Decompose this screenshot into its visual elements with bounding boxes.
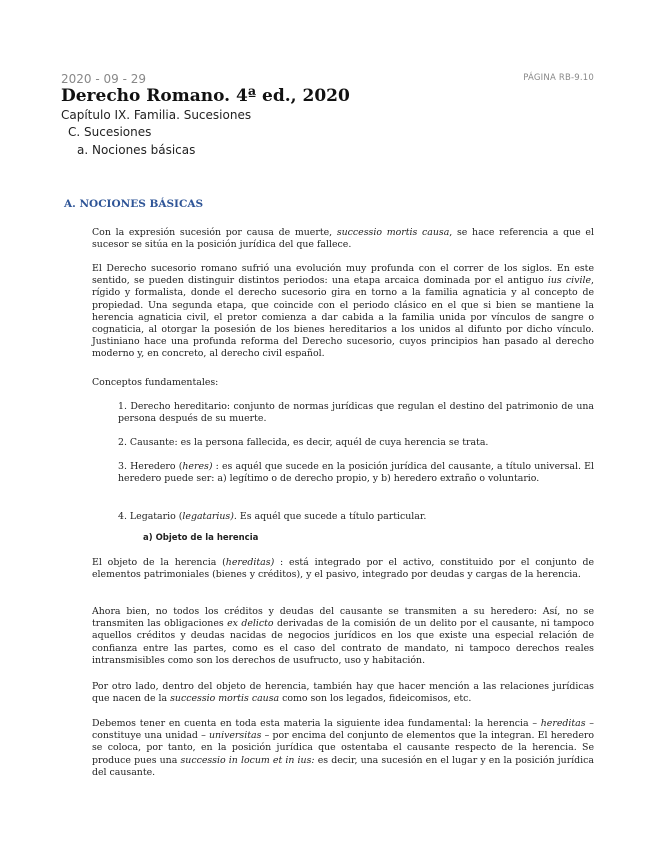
document-title: Derecho Romano. 4ª ed., 2020 <box>61 86 350 106</box>
subheading-objeto: a) Objeto de la herencia <box>143 533 259 543</box>
paragraph-intro: Con la expresión sucesión por causa de muerte, successio mortis causa, se hace referencia a que el sucesor se sitúa en la posición jurídica del que fallece. <box>92 227 594 251</box>
breadcrumb-section: C. Sucesiones <box>68 125 152 139</box>
breadcrumb-subsection: a. Nociones básicas <box>77 143 196 157</box>
list-item: 3. Heredero (heres) : es aquél que sucede en la posición jurídica del causante, a título universal. El heredero puede ser: a) legítimo o de derecho propio, y b) heredero extraño o voluntario. <box>118 461 594 485</box>
list-item: 1. Derecho hereditario: conjunto de normas jurídicas que regulan el destino del patrimonio de una persona después de su muerte. <box>118 401 594 425</box>
paragraph-history: El Derecho sucesorio romano sufrió una evolución muy profunda con el correr de los siglos. En este sentido, se pueden distinguir distintos periodos: una etapa arcaica dominada por el antiguo ius civile, rígido y formalista, donde el derecho sucesorio gira en torno a la familia agnaticia y al concepto de propiedad. Una segunda etapa, que coincide con el periodo clásico en el que si bien se mantiene la herencia agnaticia civil, el pretor comienza a dar cabida a la familia unida por vínculos de sangre o cognaticia, al otorgar la posesión de los bienes hereditarios a los unidos al difunto por dicho vínculo. Justiniano hace una profunda reforma del Derecho sucesorio, cuyos principios han pasado al derecho moderno y, en concreto, al derecho civil español. <box>92 263 595 360</box>
concepts-label: Conceptos fundamentales: <box>92 377 219 388</box>
page-reference: PÁGINA RB-9.10 <box>523 73 594 83</box>
breadcrumb-chapter: Capítulo IX. Familia. Sucesiones <box>61 108 252 122</box>
list-item: 4. Legatario (legatarius). Es aquél que sucede a título particular. <box>118 511 427 522</box>
date-stamp: 2020 - 09 - 29 <box>61 72 146 86</box>
paragraph-unity: Debemos tener en cuenta en toda esta materia la siguiente idea fundamental: la herencia – hereditas – constituye una unidad – universitas – por encima del conjunto de elementos que la integran. El heredero se coloca, por tanto, en la posición jurídica que ostentaba el causante respecto de la herencia. Se produce pues una successio in locum et in ius: es decir, una sucesión en el lugar y en la posición jurídica del causante. <box>92 718 595 778</box>
list-item: 2. Causante: es la persona fallecida, es decir, aquél de cuya herencia se trata. <box>118 437 489 448</box>
paragraph-transmission: Ahora bien, no todos los créditos y deudas del causante se transmiten a su heredero: Así, no se transmiten las obligaciones ex delicto derivadas de la comisión de un delito por el causante, ni tampoco aquellos créditos y deudas nacidas de negocios jurídicos en los que existe una especial relación de confianza entre las partes, como es el caso del contrato de mandato, ni tampoco derechos reales intransmisibles como son los derechos de usufructo, uso y habitación. <box>92 606 594 666</box>
paragraph-relations: Por otro lado, dentro del objeto de herencia, también hay que hacer mención a las relaciones jurídicas que nacen de la successio mortis causa como son los legados, fideicomisos, etc. <box>92 681 594 705</box>
section-heading: A. NOCIONES BÁSICAS <box>64 198 204 210</box>
paragraph-object: El objeto de la herencia (hereditas) : está integrado por el activo, constituido por el conjunto de elementos patrimoniales (bienes y créditos), y el pasivo, integrado por deudas y cargas de la herencia. <box>92 557 594 581</box>
